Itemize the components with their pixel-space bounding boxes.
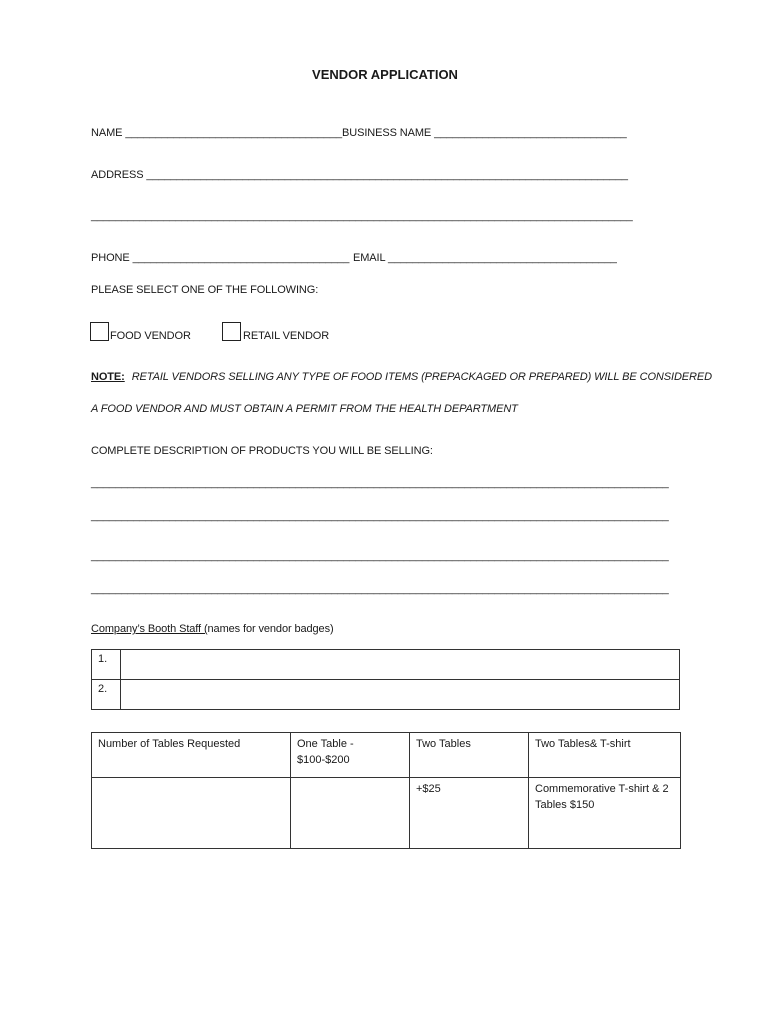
business-name-field[interactable]: BUSINESS NAME ________________________________ xyxy=(342,127,627,139)
table-row xyxy=(92,733,681,778)
table-cell: Commemorative T-shirt & 2 Tables $150 xyxy=(529,778,681,849)
note-line-1 xyxy=(91,371,712,383)
description-line-3[interactable]: ________________________________________________________________________________________________ xyxy=(91,550,669,562)
description-line-4[interactable]: ________________________________________________________________________________________________ xyxy=(91,583,669,595)
tables-request-table xyxy=(91,732,681,849)
table-header-cell: One Table - $100-$200 xyxy=(291,733,410,778)
staff-row-number: 1. xyxy=(92,650,121,680)
note-text-1: RETAIL VENDORS SELLING ANY TYPE OF FOOD ITEMS (PREPACKAGED OR PREPARED) WILL BE CONSIDERED xyxy=(131,371,712,383)
food-vendor-checkbox[interactable] xyxy=(90,322,109,341)
table-cell[interactable] xyxy=(92,778,291,849)
table-header-cell: Two Tables& T-shirt xyxy=(529,733,681,778)
select-prompt: PLEASE SELECT ONE OF THE FOLLOWING: xyxy=(91,284,319,296)
booth-staff-table xyxy=(91,649,680,710)
phone-field[interactable]: PHONE ____________________________________ xyxy=(91,252,350,264)
booth-staff-heading xyxy=(91,623,334,635)
retail-vendor-checkbox[interactable] xyxy=(222,322,241,341)
description-prompt: COMPLETE DESCRIPTION OF PRODUCTS YOU WILL BE SELLING: xyxy=(91,445,433,457)
note-line-2: A FOOD VENDOR AND MUST OBTAIN A PERMIT FROM THE HEALTH DEPARTMENT xyxy=(91,403,518,415)
retail-vendor-label: RETAIL VENDOR xyxy=(243,330,330,342)
table-cell: +$25 xyxy=(410,778,529,849)
address-line-2[interactable]: __________________________________________________________________________________________ xyxy=(91,210,633,222)
description-line-2[interactable]: ________________________________________________________________________________________________ xyxy=(91,510,669,522)
staff-name-cell[interactable] xyxy=(121,650,680,680)
staff-name-cell[interactable] xyxy=(121,680,680,710)
table-header-cell: Two Tables xyxy=(410,733,529,778)
description-line-1[interactable]: ________________________________________________________________________________________________ xyxy=(91,477,669,489)
email-field[interactable]: EMAIL ______________________________________ xyxy=(353,252,617,264)
table-row xyxy=(92,680,680,710)
address-field[interactable]: ADDRESS ________________________________________________________________________________ xyxy=(91,169,628,181)
staff-row-number: 2. xyxy=(92,680,121,710)
booth-staff-heading-rest: names for vendor badges) xyxy=(207,623,334,635)
booth-staff-heading-underlined: Company’s Booth Staff ( xyxy=(91,623,208,635)
name-field[interactable]: NAME ____________________________________ xyxy=(91,127,342,139)
table-cell[interactable] xyxy=(291,778,410,849)
food-vendor-label: FOOD VENDOR xyxy=(110,330,191,342)
table-row xyxy=(92,778,681,849)
table-header-cell: Number of Tables Requested xyxy=(92,733,291,778)
page-title: VENDOR APPLICATION xyxy=(312,67,458,82)
table-row xyxy=(92,650,680,680)
note-label: NOTE: xyxy=(91,371,125,383)
